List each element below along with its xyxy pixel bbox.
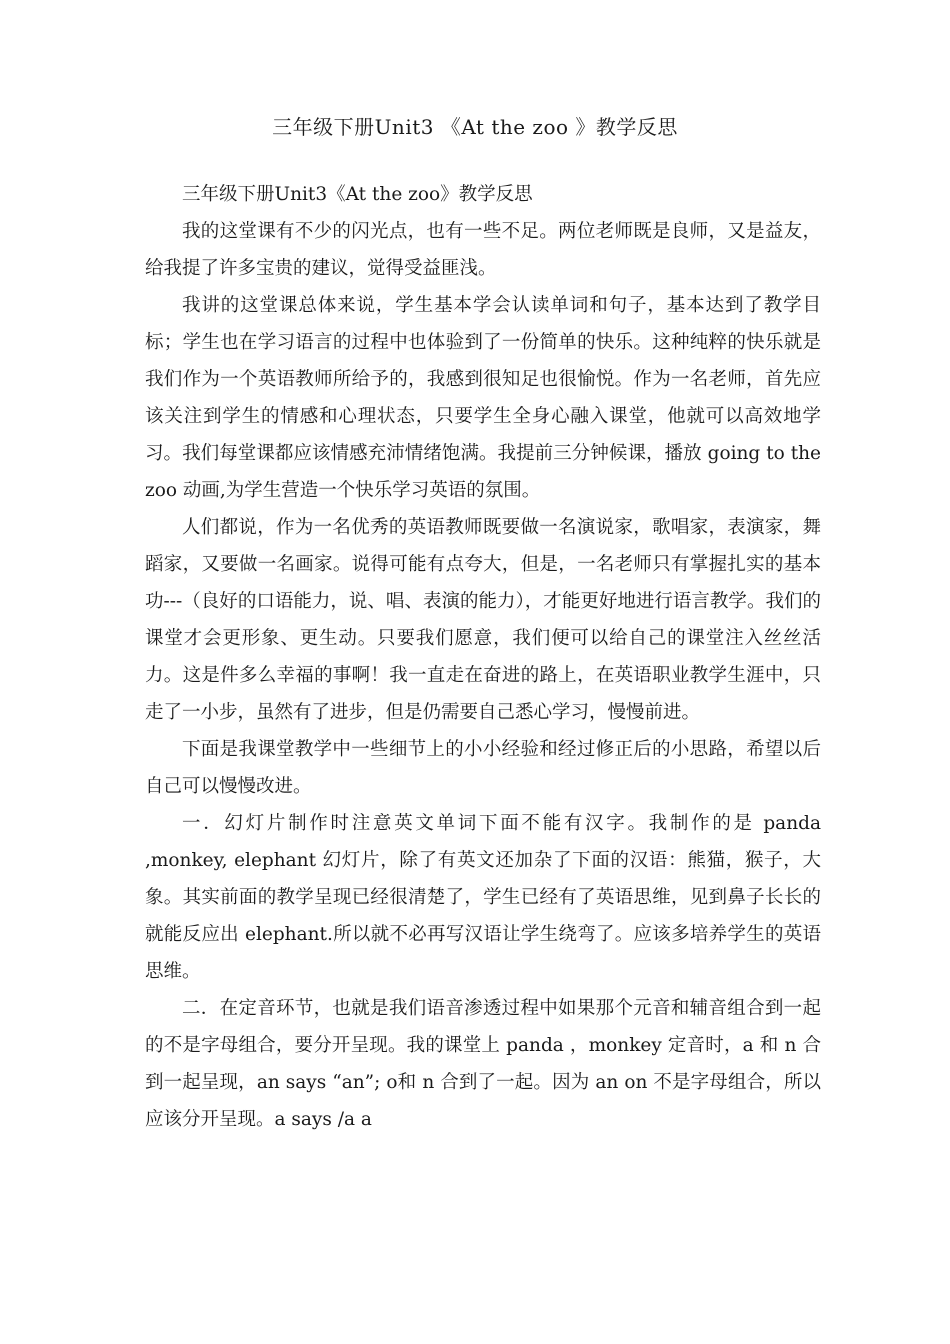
body-paragraph: 我讲的这堂课总体来说，学生基本学会认读单词和句子，基本达到了教学目标；学生也在学习语言的过程中也体验到了一份简单的快乐。这种纯粹的快乐就是我们作为一个英语教师所给予的，我感到很知足也很愉悦。作为一名老师，首先应该关注到学生的情感和心理状态，只要学生全身心融入课堂，他就可以高效地学习。我们每堂课都应该情感充沛情绪饱满。我提前三分钟候课，播放 going to the zoo 动画,为学生营造一个快乐学习英语的氛围。	[145, 295, 821, 501]
body-paragraph: 一．幻灯片制作时注意英文单词下面不能有汉字。我制作的是 panda ,monkey, elephant 幻灯片，除了有英文还加杂了下面的汉语：熊猫，猴子，大象。其实前面的教学呈现已经很清楚了，学生已经有了英语思维，见到鼻子长长的就能反应出 elephant.所以就不必再写汉语让学生绕弯了。应该多培养学生的英语思维。	[145, 813, 821, 982]
body-paragraph: 人们都说，作为一名优秀的英语教师既要做一名演说家，歌唱家，表演家，舞蹈家，又要做一名画家。说得可能有点夸大，但是，一名老师只有掌握扎实的基本功---（良好的口语能力，说、唱、表演的能力），才能更好地进行语言教学。我们的课堂才会更形象、更生动。只要我们愿意，我们便可以给自己的课堂注入丝丝活力。这是件多么幸福的事啊！我一直走在奋进的路上，在英语职业教学生涯中，只走了一小步，虽然有了进步，但是仍需要自己悉心学习，慢慢前进。	[145, 517, 821, 723]
body-paragraph: 二．在定音环节，也就是我们语音渗透过程中如果那个元音和辅音组合到一起的不是字母组合，要分开呈现。我的课堂上 panda ，monkey 定音时，a 和 n 合到一起呈现，an says “an”; o和 n 合到了一起。因为 an on 不是字母组合，所以应该分开呈现。a says /a a	[145, 998, 821, 1130]
body-paragraph: 下面是我课堂教学中一些细节上的小小经验和经过修正后的小思路，希望以后自己可以慢慢改进。	[145, 739, 821, 797]
document-body	[145, 176, 821, 1138]
body-paragraph: 我的这堂课有不少的闪光点，也有一些不足。两位老师既是良师，又是益友，给我提了许多宝贵的建议，觉得受益匪浅。	[145, 221, 821, 279]
document-title: 三年级下册Unit3 《At the zoo 》教学反思	[272, 115, 678, 139]
body-paragraph-heading: 三年级下册Unit3《At the zoo》教学反思	[182, 184, 533, 205]
